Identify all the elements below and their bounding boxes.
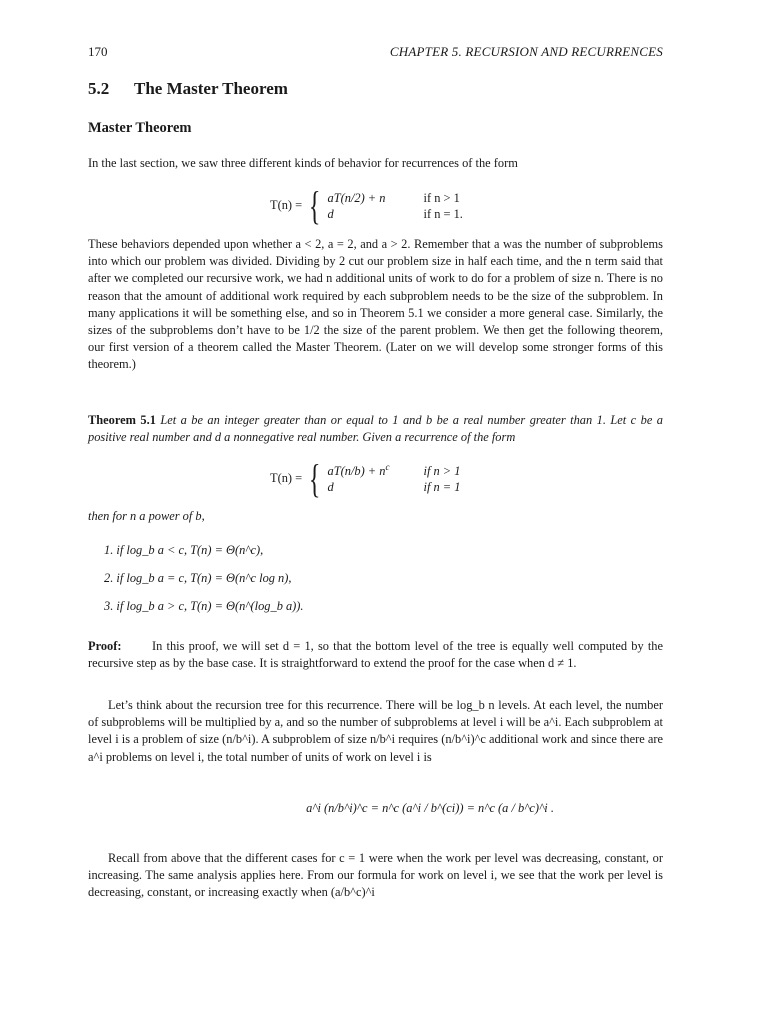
left-brace-icon: { [309,183,321,228]
list-item: 3. if log_b a > c, T(n) = Θ(n^(log_b a)). [104,599,304,613]
eq1-case2-expr: d [327,207,334,221]
subsection-heading: Master Theorem [88,120,192,136]
list-item: 1. if log_b a < c, T(n) = Θ(n^c), [104,543,264,557]
eq2-case1-exp: c [385,461,390,472]
left-brace-icon: { [309,456,321,501]
eq2-cases [328,463,461,495]
eq1-case1-expr: aT(n/2) + n [327,191,386,205]
theorem-label: Theorem 5.1 [88,413,156,427]
section-heading [88,79,288,99]
work-per-level-equation: a^i (n/b^i)^c = n^c (a^i / b^(ci)) = n^c (a / b^c)^i . [306,801,554,815]
eq2-case1-expr: aT(n/b) + n [327,464,386,478]
list-item: 2. if log_b a = c, T(n) = Θ(n^c log n), [104,571,292,585]
proof-text: In this proof, we will set d = 1, so that the bottom level of the tree is equally well computed by the recursive step as by the base case. It is straightforward to extend the proof for the case when d ≠ 1. [88,639,663,671]
eq2-case1-cond: if n > 1 [423,464,461,478]
eq2-case2-expr: d [327,480,334,494]
intro-paragraph: In the last section, we saw three different kinds of behavior for recurrences of the form [88,156,518,170]
body-paragraph-1: These behaviors depended upon whether a < 2, a = 2, and a > 2. Remember that a was the number of subproblems into which our problem was divided. Dividing by 2 cut our problem size in half each time, and the n term said that after we completed our recursive work, we had n additional units of work to do for a problem of size n. There is no reason that the amount of additional work required by each subproblem needs to be the size of the subproblem. In many applications it will be something else, and so in Theorem 5.1 we consider a more general case. Similarly, the sizes of the subproblems don’t have to be 1/2 the size of the parent problem. We then get the following theorem, our first version of a theorem called the Master Theorem. (Later on we will develop some stronger forms of this theorem.) [88,237,663,372]
eq1-lhs: T(n) = [270,197,303,212]
body-paragraph-2: Let’s think about the recursion tree for this recurrence. There will be log_b n levels. At each level, the number of subproblems will be multiplied by a, and so the number of subproblems at level i will be a^i. Each subproblem at level i is a problem of size (n/b^i). A subproblem of size n/b^i requires (n/b^i)^c additional work and since there are a^i problems on level i, the total number of units of work on level i is [88,698,663,764]
section-number: 5.2 [88,79,110,98]
theorem-after: then for n a power of b, [88,509,205,523]
body-paragraph-3: Recall from above that the different cases for c = 1 were when the work per level was decreasing, constant, or increasing. The same analysis applies here. From our formula for work on level i, we see that the work per level is decreasing, constant, or increasing exactly when (a/b^c)^i [88,851,663,900]
eq2-case2-cond: if n = 1 [423,480,461,494]
chapter-title: CHAPTER 5. RECURSION AND RECURRENCES [389,44,663,59]
eq1-cases [328,190,463,222]
page-number: 170 [88,44,108,59]
eq2-lhs: T(n) = [270,470,303,485]
eq1-case1-cond: if n > 1 [423,191,460,205]
eq1-case2-cond: if n = 1. [423,207,463,221]
proof-paragraph [88,638,663,672]
book-page [88,0,663,1024]
recurrence-equation-1 [270,183,463,228]
running-header [88,44,663,62]
theorem-statement: Let a be an integer greater than or equal to 1 and b be a real number greater than 1. Let c be a positive real number and d a nonnegative real number. Given a recurrence of the form [88,413,663,445]
section-title: The Master Theorem [134,79,288,98]
recurrence-equation-2 [270,456,461,501]
theorem-block [88,412,663,446]
proof-label: Proof: [88,639,122,653]
